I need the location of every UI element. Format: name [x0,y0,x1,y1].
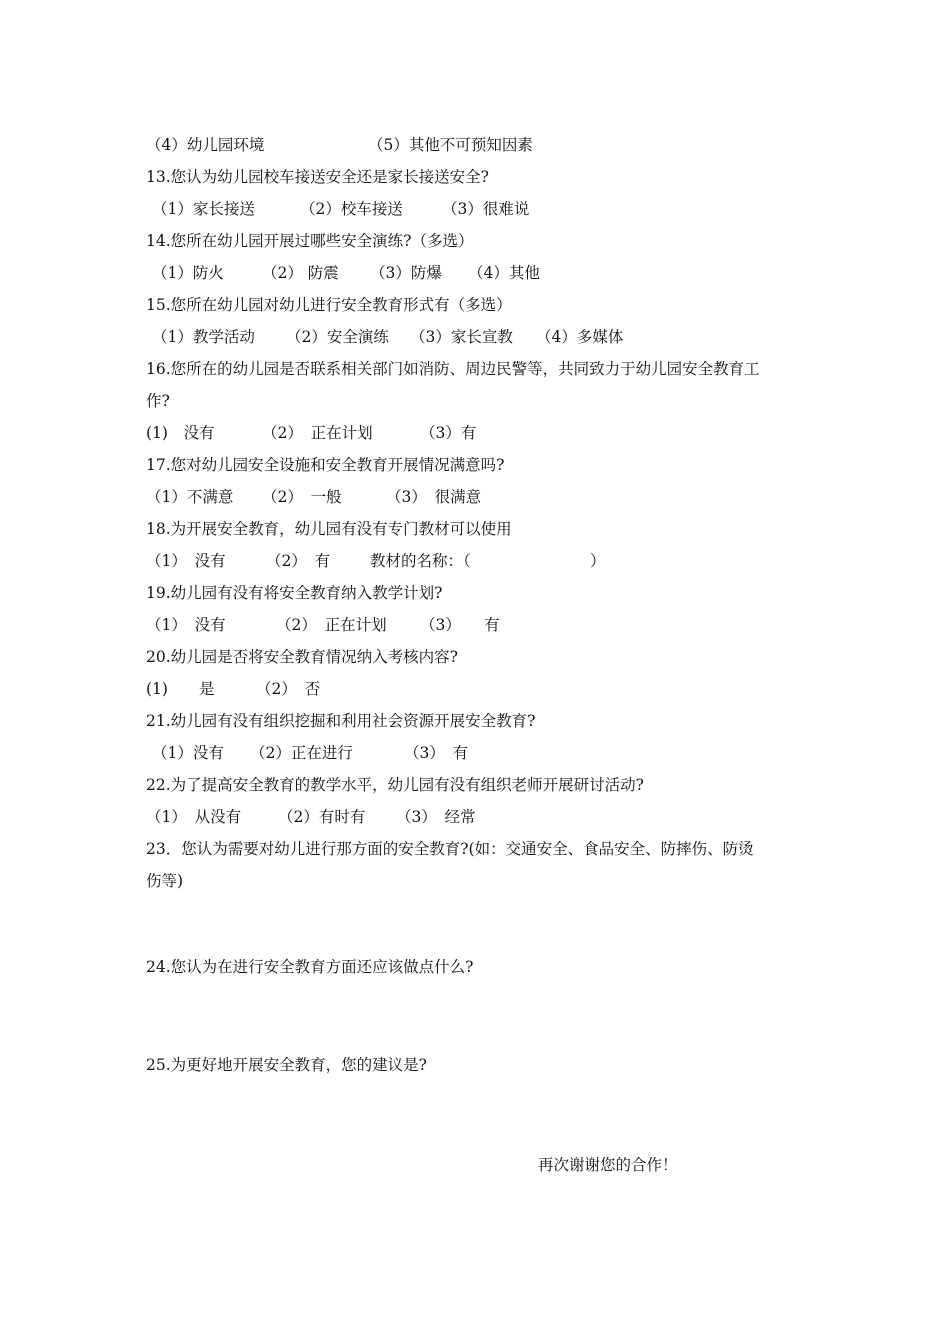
question-21: 21.幼儿园有没有组织挖掘和利用社会资源开展安全教育? [146,712,536,730]
q18-textbook-name-label: 教材的名称：（ [370,552,471,570]
q15-option-4: （4）多媒体 [536,328,624,346]
q21-option-3: （3） 有 [404,744,469,762]
q15-option-1: （1）教学活动 [152,328,255,346]
q18-option-2: （2） 有 [266,552,331,570]
q14-option-4: （4）其他 [468,264,540,282]
option-unpredictable-factors: （5）其他不可预知因素 [368,136,533,154]
q15-option-2: （2）安全演练 [286,328,389,346]
q22-option-1: （1） 从没有 [146,808,242,826]
q13-option-2: （2）校车接送 [300,200,403,218]
question-23-line-1: 23．您认为需要对幼儿进行那方面的安全教育?(如：交通安全、食品安全、防摔伤、防烫 [146,840,754,858]
option-environment: （4）幼儿园环境 [146,136,265,154]
q20-option-1: (1) 是 [146,680,215,698]
q14-option-1: （1）防火 [152,264,224,282]
question-22: 22.为了提高安全教育的教学水平，幼儿园有没有组织老师开展研讨活动? [146,776,644,794]
question-25: 25.为更好地开展安全教育，您的建议是? [146,1056,427,1074]
q20-option-2: （2） 否 [256,680,321,698]
question-23-line-2: 伤等) [146,872,184,890]
q14-option-3: （3）防爆 [370,264,442,282]
q19-option-1: （1） 没有 [146,616,226,634]
question-13: 13.您认为幼儿园校车接送安全还是家长接送安全? [146,168,489,186]
closing-thanks: 再次谢谢您的合作！ [538,1156,678,1174]
q15-option-3: （3）家长宣教 [410,328,513,346]
q21-option-1: （1）没有 [152,744,224,762]
question-19: 19.幼儿园有没有将安全教育纳入教学计划? [146,584,443,602]
question-20: 20.幼儿园是否将安全教育情况纳入考核内容? [146,648,458,666]
question-18: 18.为开展安全教育，幼儿园有没有专门教材可以使用 [146,520,512,538]
q13-option-1: （1）家长接送 [152,200,255,218]
q18-option-1: （1） 没有 [146,552,226,570]
q16-option-2: （2） 正在计划 [262,424,373,442]
q19-option-2: （2） 正在计划 [276,616,387,634]
q16-option-1: (1) 没有 [146,424,215,442]
q18-textbook-name-close: ） [590,552,606,570]
question-16-line-1: 16.您所在的幼儿园是否联系相关部门如消防、周边民警等，共同致力于幼儿园安全教育工 [146,360,760,378]
question-15: 15.您所在幼儿园对幼儿进行安全教育形式有（多选） [146,296,512,314]
question-16-line-2: 作? [146,392,170,410]
question-24: 24.您认为在进行安全教育方面还应该做点什么? [146,958,474,976]
q17-option-2: （2） 一般 [262,488,342,506]
q14-option-2: （2） 防震 [262,264,339,282]
question-14: 14.您所在幼儿园开展过哪些安全演练?（多选） [146,232,474,250]
q17-option-1: （1）不满意 [146,488,234,506]
q19-option-3: （3） 有 [420,616,500,634]
q22-option-3: （3） 经常 [396,808,476,826]
q17-option-3: （3） 很满意 [386,488,482,506]
q13-option-3: （3）很难说 [442,200,530,218]
q21-option-2: （2）正在进行 [250,744,353,762]
question-17: 17.您对幼儿园安全设施和安全教育开展情况满意吗? [146,456,505,474]
q22-option-2: （2）有时有 [278,808,366,826]
q16-option-3: （3）有 [420,424,477,442]
